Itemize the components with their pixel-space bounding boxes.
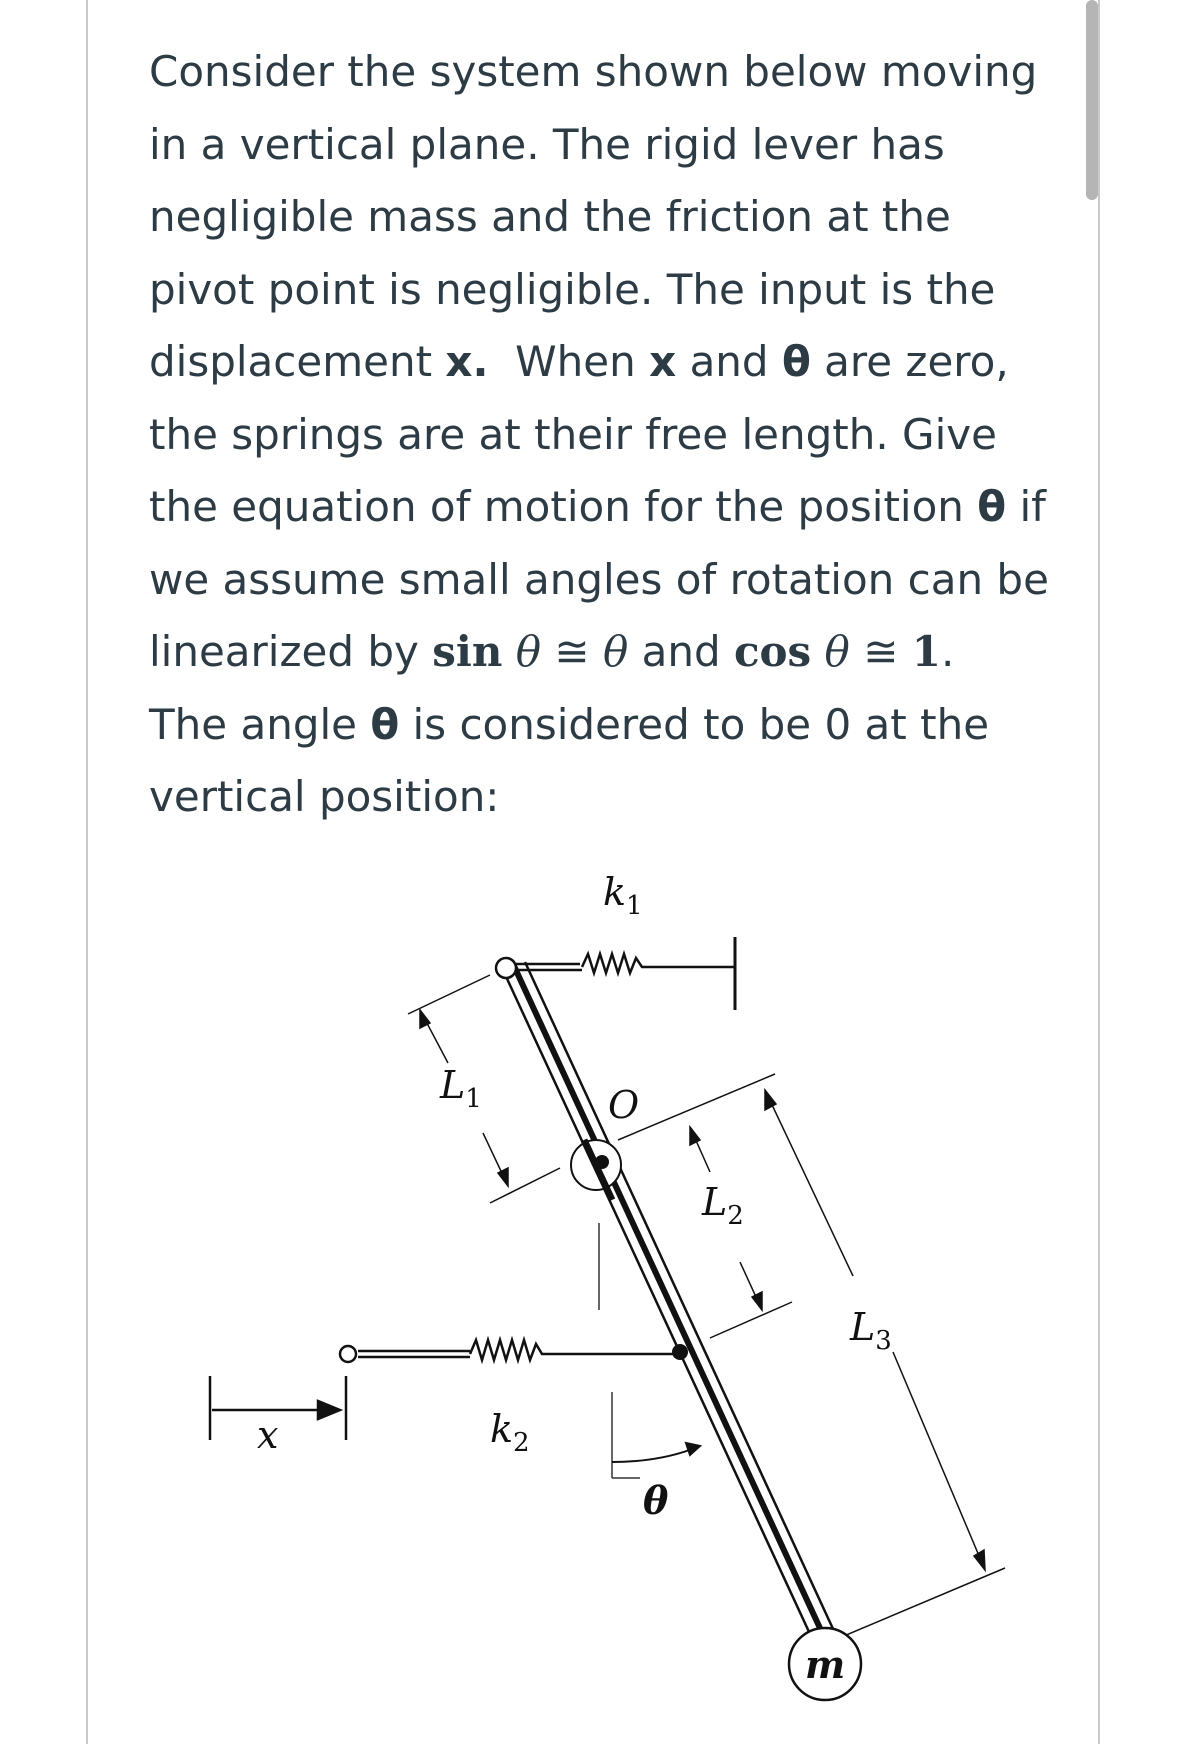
theta-variable: θ: [977, 482, 1007, 531]
text: When: [488, 337, 650, 386]
lever-bar: [503, 962, 840, 1660]
spring-k1: [516, 937, 735, 1010]
text: is considered to be 0 at the: [399, 699, 990, 749]
theta-variable: θ: [781, 337, 811, 386]
theta-arc: [612, 1443, 700, 1462]
theta: θ: [515, 627, 542, 676]
label-l1: $L_1$: [440, 1063, 482, 1114]
text: and: [676, 337, 782, 386]
text: we assume small angles of rotation can be: [149, 554, 1049, 604]
theta: θ: [824, 627, 850, 676]
text: vertical position:: [149, 772, 500, 821]
label-theta: θ: [643, 1478, 669, 1523]
label-x: x: [257, 1413, 279, 1457]
approx-sign: ≅: [541, 627, 603, 676]
label-m: m: [805, 1642, 846, 1687]
top-pin: [496, 958, 516, 978]
cos-fn: cos: [733, 627, 812, 676]
text: are zero,: [810, 337, 1009, 386]
text: the springs are at their free length. Give: [149, 409, 997, 459]
text: negligible mass and the friction at the: [149, 192, 951, 241]
text: linearized by: [149, 627, 433, 676]
text: displacement: [149, 337, 446, 386]
theta: θ: [602, 627, 629, 676]
label-l3: $L_3$: [850, 1305, 892, 1356]
input-pin: [340, 1346, 356, 1362]
label-k2: $k_2$: [490, 1407, 530, 1458]
text: Consider the system shown below moving: [149, 47, 1038, 96]
pivot-o: [571, 1140, 621, 1200]
label-o: O: [608, 1083, 640, 1127]
label-l2: $L_2$: [702, 1180, 744, 1231]
text: if: [1006, 482, 1046, 531]
k2-attachment-point: [672, 1344, 688, 1360]
label-k1: $k_1$: [603, 870, 643, 921]
theta-variable: θ: [370, 699, 400, 749]
x-variable: x.: [445, 337, 489, 386]
text: .: [940, 627, 955, 676]
sin-fn: sin: [432, 627, 503, 676]
text: the equation of motion for the position: [149, 482, 978, 531]
x-variable: x: [649, 337, 677, 386]
text: and: [628, 627, 734, 676]
spring-k2: [358, 1340, 680, 1360]
one: 1: [911, 627, 941, 676]
dimension-l3: [690, 1090, 1005, 1652]
approx-sign: ≅: [849, 627, 912, 676]
text: pivot point is negligible. The input is the: [149, 264, 996, 314]
text: The angle: [149, 699, 371, 749]
text: in a vertical plane. The rigid lever has: [149, 119, 945, 169]
